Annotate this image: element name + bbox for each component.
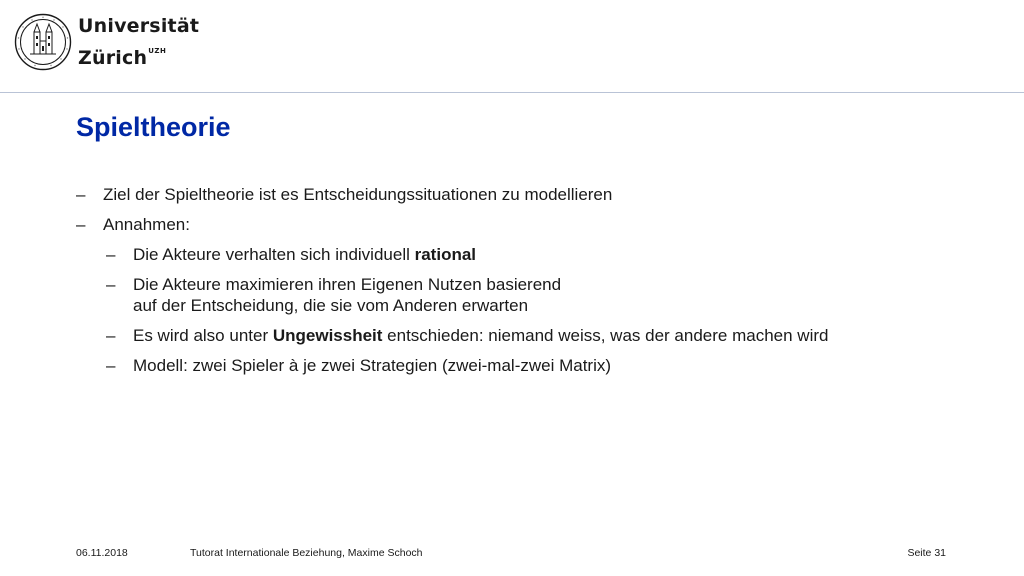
university-seal-icon — [14, 13, 72, 71]
bullet-emphasis: Ungewissheit — [272, 326, 383, 345]
bullet-text: Annahmen: — [103, 215, 190, 234]
footer-date: 06.11.2018 — [76, 547, 128, 559]
university-name-line1: Universität — [78, 15, 200, 37]
university-name-line2: Zürich$^{UZH}$ — [78, 47, 167, 69]
bullet-dash: – — [106, 356, 116, 375]
bullet-dash: – — [106, 275, 116, 294]
sub-bullet-item — [76, 244, 996, 265]
bullet-dash: – — [76, 215, 86, 234]
header-divider — [0, 92, 1024, 93]
bullet-item — [76, 184, 996, 205]
bullet-text: Es wird also unter — [133, 326, 273, 345]
university-name — [78, 14, 199, 71]
bullet-text: Die Akteure verhalten sich individuell — [133, 245, 415, 264]
bullet-list — [76, 184, 996, 376]
bullet-text: Ziel der Spieltheorie ist es Entscheidungssituationen zu modellieren — [103, 185, 613, 204]
footer-title: Tutorat Internationale Beziehung, Maxime Schoch — [190, 547, 423, 559]
bullet-emphasis: rational — [414, 245, 477, 264]
bullet-item — [76, 214, 996, 235]
bullet-text-line1: Die Akteure maximieren ihren Eigenen Nutzen basierend — [133, 275, 562, 294]
bullet-dash: – — [76, 185, 86, 204]
bullet-text-line2: auf der Entscheidung, die sie vom Anderen erwarten — [133, 296, 529, 315]
bullet-text: entschieden: niemand weiss, was der andere machen wird — [382, 326, 829, 345]
sub-bullet-item — [76, 325, 996, 346]
slide-title: Spieltheorie — [76, 112, 231, 142]
sub-bullet-item — [76, 355, 996, 376]
footer-page-number: Seite 31 — [907, 547, 946, 559]
university-abbr: UZH — [148, 47, 167, 55]
bullet-text: Modell: zwei Spieler à je zwei Strategien (zwei-mal-zwei Matrix) — [133, 356, 612, 375]
bullet-dash: – — [106, 326, 116, 345]
bullet-dash: – — [106, 245, 116, 264]
sub-bullet-item — [76, 274, 996, 316]
